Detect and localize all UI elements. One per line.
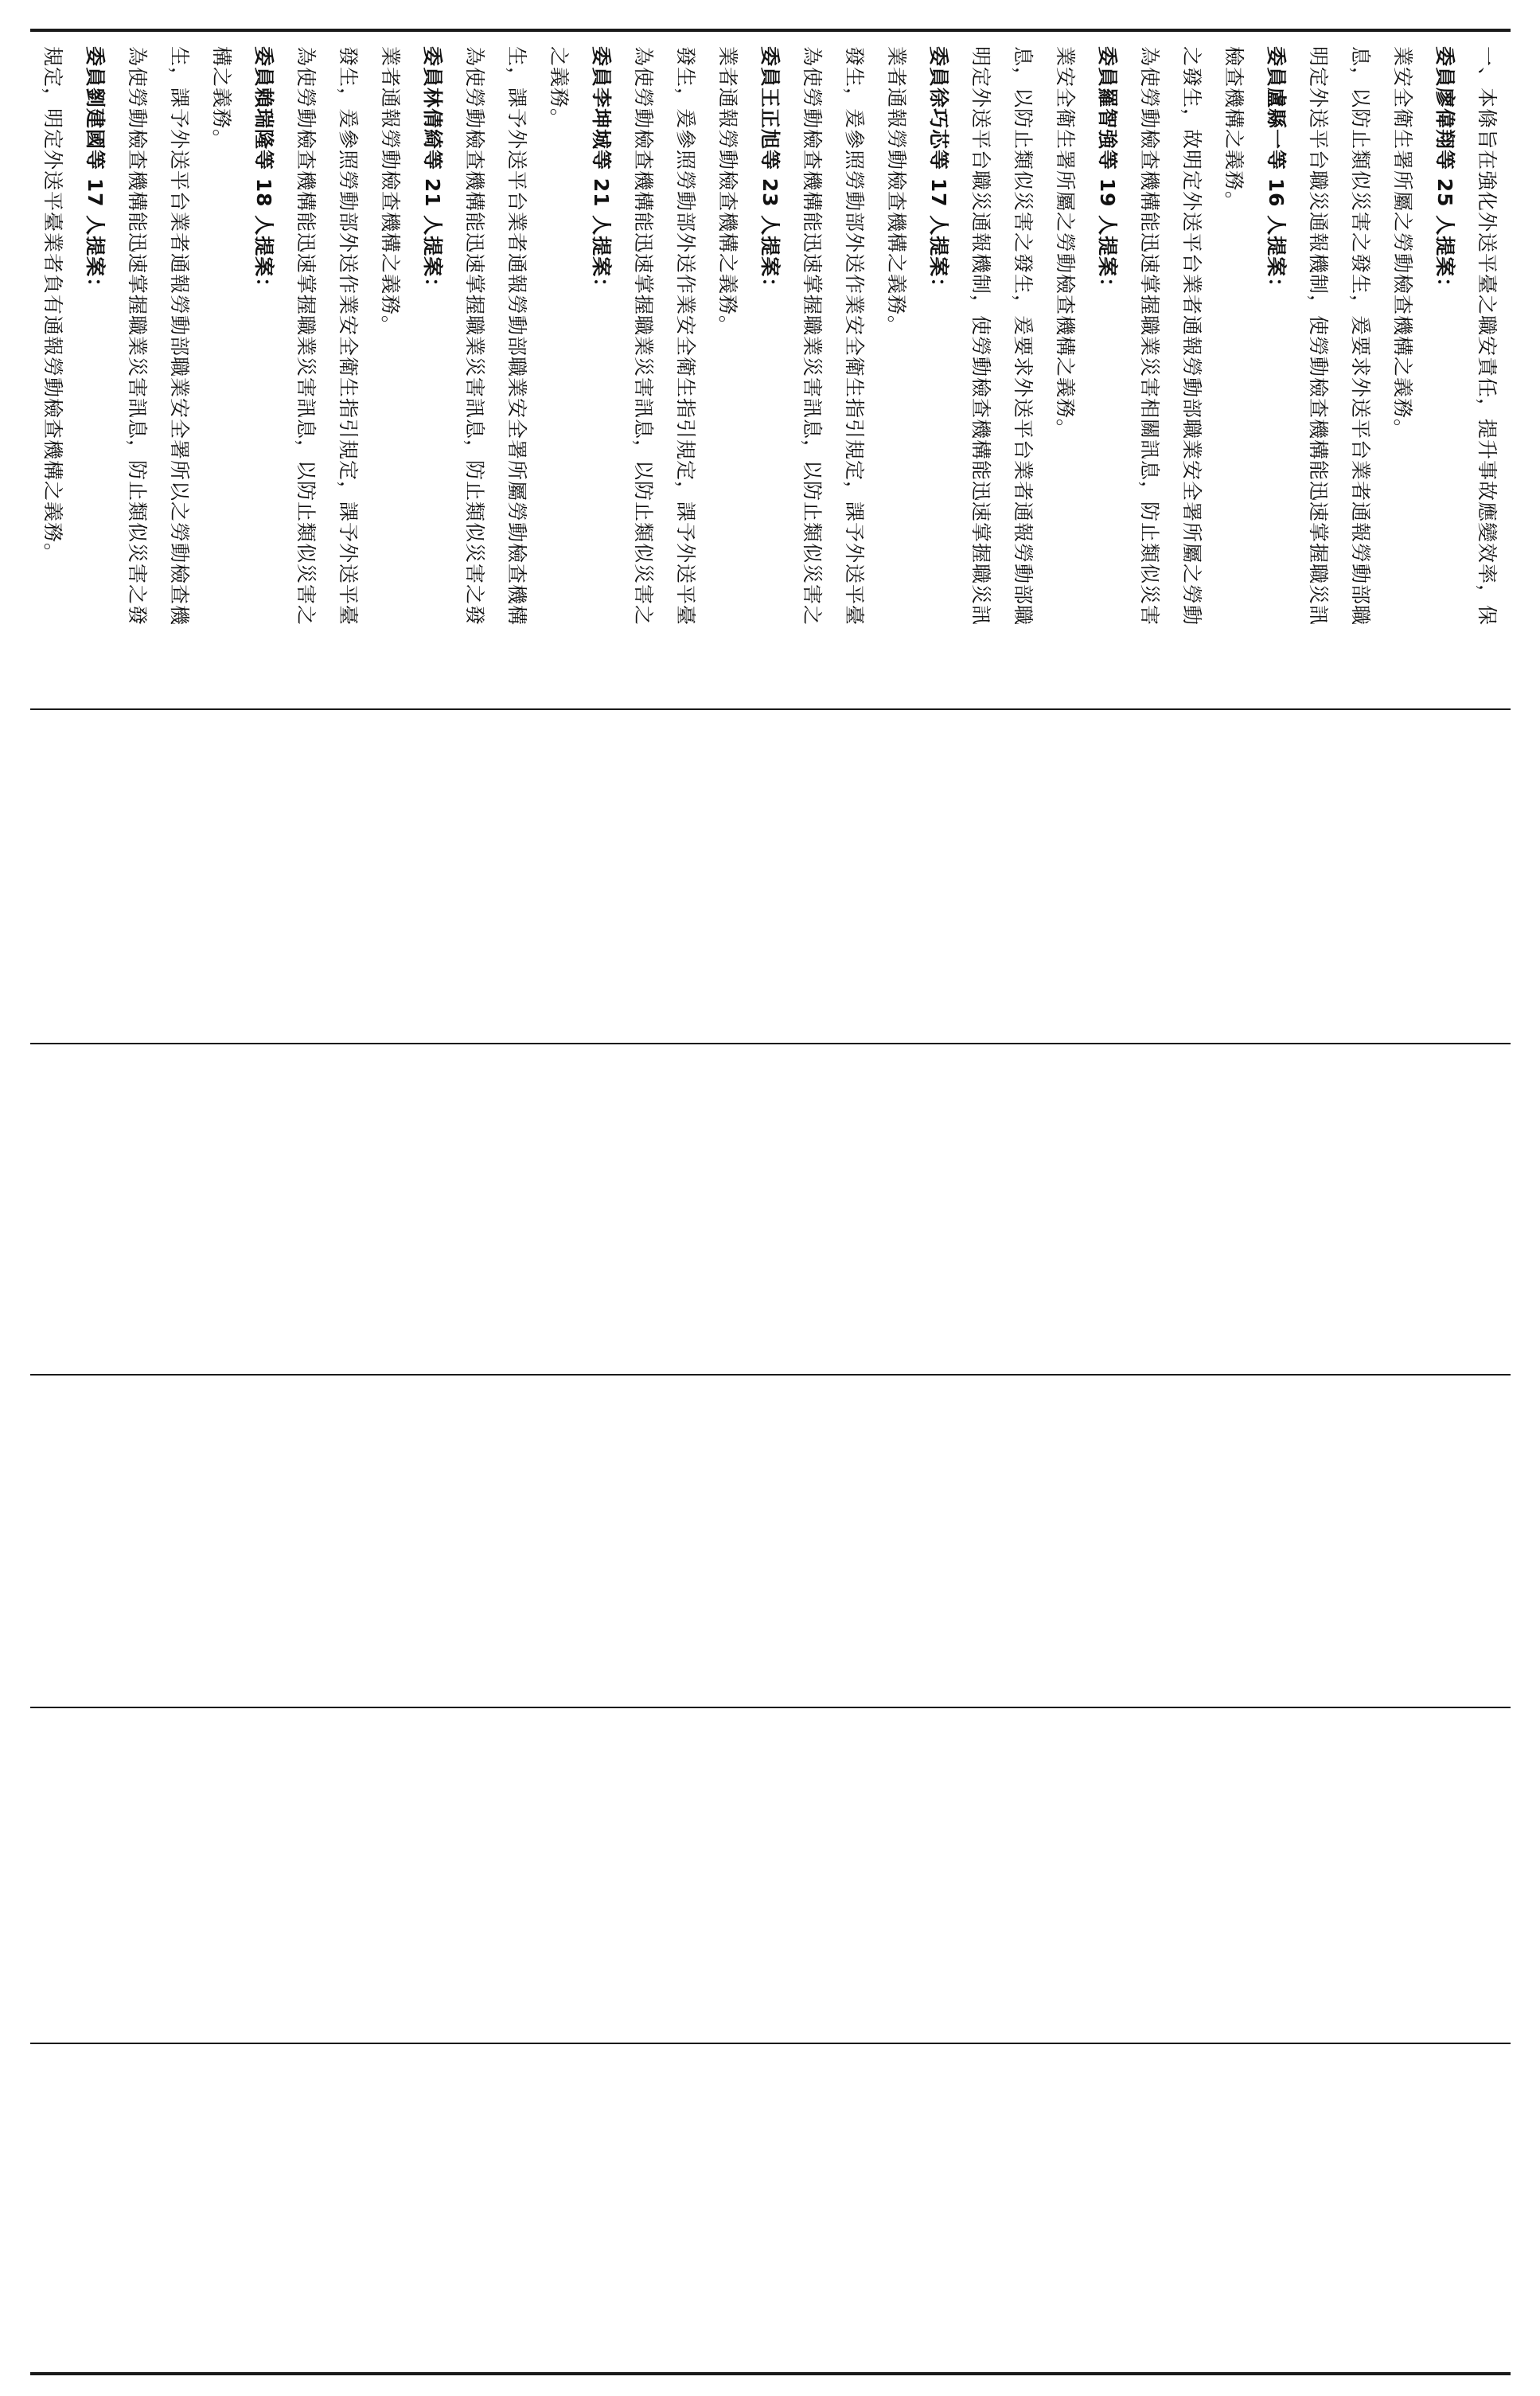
text-line: 生，課予外送平台業者通報勞動部職業安全署所屬勞動檢查機構 [505,46,528,626]
empty-cell-1 [32,710,1508,1043]
proposal-heading: 委員盧縣一等 16 人提案： [1265,46,1288,299]
empty-cell-5 [32,2044,1508,2372]
empty-cell-2 [32,1044,1508,1374]
text-line: 發生，爰參照勞動部外送作業安全衛生指引規定，課予外送平臺 [843,46,866,626]
text-line: 業安全衛生署所屬之勞動檢查機構之義務。 [1391,46,1414,440]
text-line: 為使勞動檢查機構能迅速掌握職業災害訊息，防止類似災害之發 [126,46,149,626]
text-line: 明定外送平台職災通報機制，使勞動檢查機構能迅速掌握職災訊 [969,46,992,626]
text-line: 業安全衛生署所屬之勞動檢查機構之義務。 [1054,46,1077,440]
proposal-heading: 委員徐巧芯等 17 人提案： [927,46,950,299]
text-line: 明定外送平台職災通報機制，使勞動檢查機構能迅速掌握職災訊 [1307,46,1330,626]
proposal-heading: 委員羅智強等 19 人提案： [1096,46,1119,299]
text-line: 為使勞動檢查機構能迅速掌握職業災害訊息，以防止類似災害之 [801,46,824,626]
text-line: 發生，爰參照勞動部外送作業安全衛生指引規定，課予外送平臺 [674,46,697,626]
text-line: 生，課予外送平台業者通報勞動部職業安全署所以之勞動檢查機 [168,46,191,626]
text-line: 業者通報勞動檢查機構之義務。 [379,46,402,337]
text-line: 為使勞動檢查機構能迅速掌握職業災害訊息，以防止類似災害之 [632,46,655,626]
text-line: 息，以防止類似災害之發生，爰要求外送平台業者通報勞動部職 [1012,46,1035,626]
text-line: 發生，爰參照勞動部外送作業安全衛生指引規定，課予外送平臺 [337,46,360,626]
top-border [30,29,1511,32]
text-line: 之發生，故明定外送平台業者通報勞動部職業安全署所屬之勞動 [1180,46,1203,626]
text-line: 業者通報勞動檢查機構之義務。 [885,46,908,337]
text-line: 檢查機構之義務。 [1222,46,1246,213]
text-line: 息，以防止類似災害之發生，爰要求外送平台業者通報勞動部職 [1349,46,1372,626]
text-line: 一、本條旨在強化外送平臺之職安責任，提升事故應變效率，保 [1476,46,1499,626]
proposal-heading: 委員王正旭等 23 人提案： [758,46,782,299]
bottom-border [30,2372,1511,2375]
empty-cell-4 [32,1708,1508,2043]
rotated-text-block [32,46,1508,699]
text-cell [32,46,1508,699]
proposal-heading: 委員李坤城等 21 人提案： [590,46,613,299]
text-line: 規定，明定外送平臺業者負有通報勞動檢查機構之義務。 [41,46,64,564]
document-lines [32,46,1508,699]
text-line: 之義務。 [548,46,571,130]
text-line: 業者通報勞動檢查機構之義務。 [716,46,739,337]
proposal-heading: 委員林倩綺等 21 人提案： [421,46,444,299]
proposal-heading: 委員廖偉翔等 25 人提案： [1433,46,1456,299]
proposal-heading: 委員賴瑞隆等 18 人提案： [252,46,275,299]
text-line: 構之義務。 [210,46,233,150]
text-line: 為使勞動檢查機構能迅速掌握職業災害訊息，防止類似災害之發 [463,46,486,626]
text-line: 為使勞動檢查機構能迅速掌握職業災害訊息，以防止類似災害之 [294,46,318,626]
empty-cell-3 [32,1376,1508,1707]
text-line: 為使勞動檢查機構能迅速掌握職業災害相關訊息，防止類似災害 [1138,46,1161,626]
proposal-heading: 委員劉建國等 17 人提案： [84,46,107,299]
